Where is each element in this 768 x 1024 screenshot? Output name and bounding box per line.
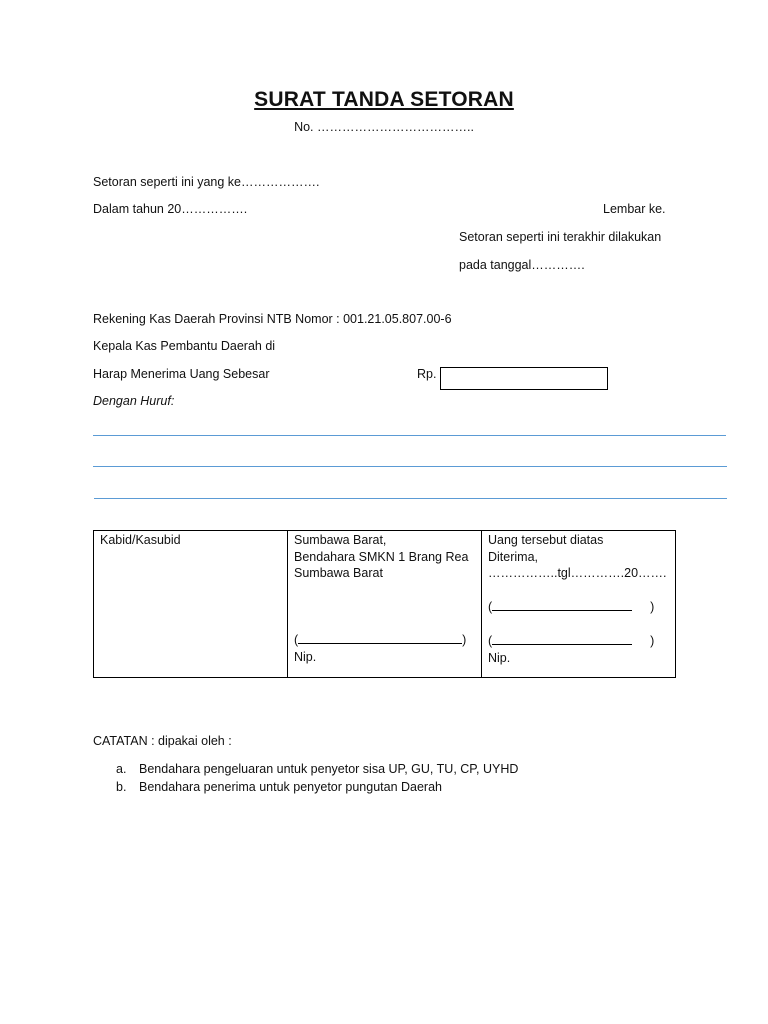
penerima-line2: Diterima,: [488, 549, 539, 564]
open-paren: (: [488, 634, 493, 648]
bendahara-signature-line[interactable]: [294, 631, 475, 649]
notes-heading: CATATAN : dipakai oleh :: [93, 734, 232, 748]
last-deposit-date-line: pada tanggal………….: [459, 258, 585, 272]
list-marker: b.: [116, 780, 127, 794]
list-item-text: Bendahara penerima untuk penyetor pungutan Daerah: [139, 780, 442, 794]
bendahara-name-blank[interactable]: [298, 631, 462, 644]
signature-cell-kabid: [94, 531, 288, 678]
list-item: [116, 760, 518, 778]
close-paren: ): [650, 600, 655, 614]
bendahara-title: Bendahara SMKN 1 Brang Rea: [294, 549, 469, 564]
penerima-signature-line-1[interactable]: [488, 598, 669, 616]
document-title: SURAT TANDA SETORAN: [254, 88, 514, 111]
document-number: No. ………………………………..: [294, 120, 474, 134]
close-paren: ): [650, 634, 655, 648]
amount-in-words-label: Dengan Huruf:: [93, 394, 175, 408]
open-paren: (: [488, 600, 493, 614]
words-line-3[interactable]: [94, 498, 727, 499]
penerima-name-blank-2[interactable]: [492, 632, 632, 645]
rp-label: Rp.: [417, 367, 437, 381]
account-number-line: Rekening Kas Daerah Provinsi NTB Nomor : 001.21.05.807.00-6: [93, 312, 452, 326]
penerima-nip: Nip.: [488, 650, 511, 665]
bendahara-region: Sumbawa Barat: [294, 566, 383, 580]
notes-list: [116, 760, 518, 796]
penerima-signature-line-2[interactable]: [488, 632, 669, 650]
close-paren: ): [462, 633, 467, 647]
deposit-count-line: Setoran seperti ini yang ke……………….: [93, 175, 320, 189]
sheet-number-label: Lembar ke.: [603, 202, 666, 216]
signature-cell-penerima: [482, 531, 676, 678]
signature-table: [93, 530, 676, 678]
words-line-1[interactable]: [93, 435, 726, 436]
words-line-2[interactable]: [93, 466, 727, 467]
last-deposit-line: Setoran seperti ini terakhir dilakukan: [459, 230, 662, 244]
penerima-name-blank-1[interactable]: [492, 598, 632, 611]
list-item: [116, 778, 518, 796]
signature-cell-bendahara: [288, 531, 482, 678]
addressee-line: Kepala Kas Pembantu Daerah di: [93, 339, 276, 353]
list-marker: a.: [116, 762, 127, 776]
amount-request-label: Harap Menerima Uang Sebesar: [93, 367, 270, 381]
bendahara-place: Sumbawa Barat,: [294, 533, 387, 547]
penerima-line1: Uang tersebut diatas: [488, 533, 604, 547]
amount-box[interactable]: [440, 367, 608, 390]
penerima-date-line: ……………..tgl………….20…….: [488, 566, 667, 580]
list-item-text: Bendahara pengeluaran untuk penyetor sisa UP, GU, TU, CP, UYHD: [139, 762, 519, 776]
kabid-title: Kabid/Kasubid: [100, 533, 181, 547]
open-paren: (: [294, 633, 299, 647]
bendahara-nip: Nip.: [294, 649, 317, 664]
year-line: Dalam tahun 20…………….: [93, 202, 248, 216]
